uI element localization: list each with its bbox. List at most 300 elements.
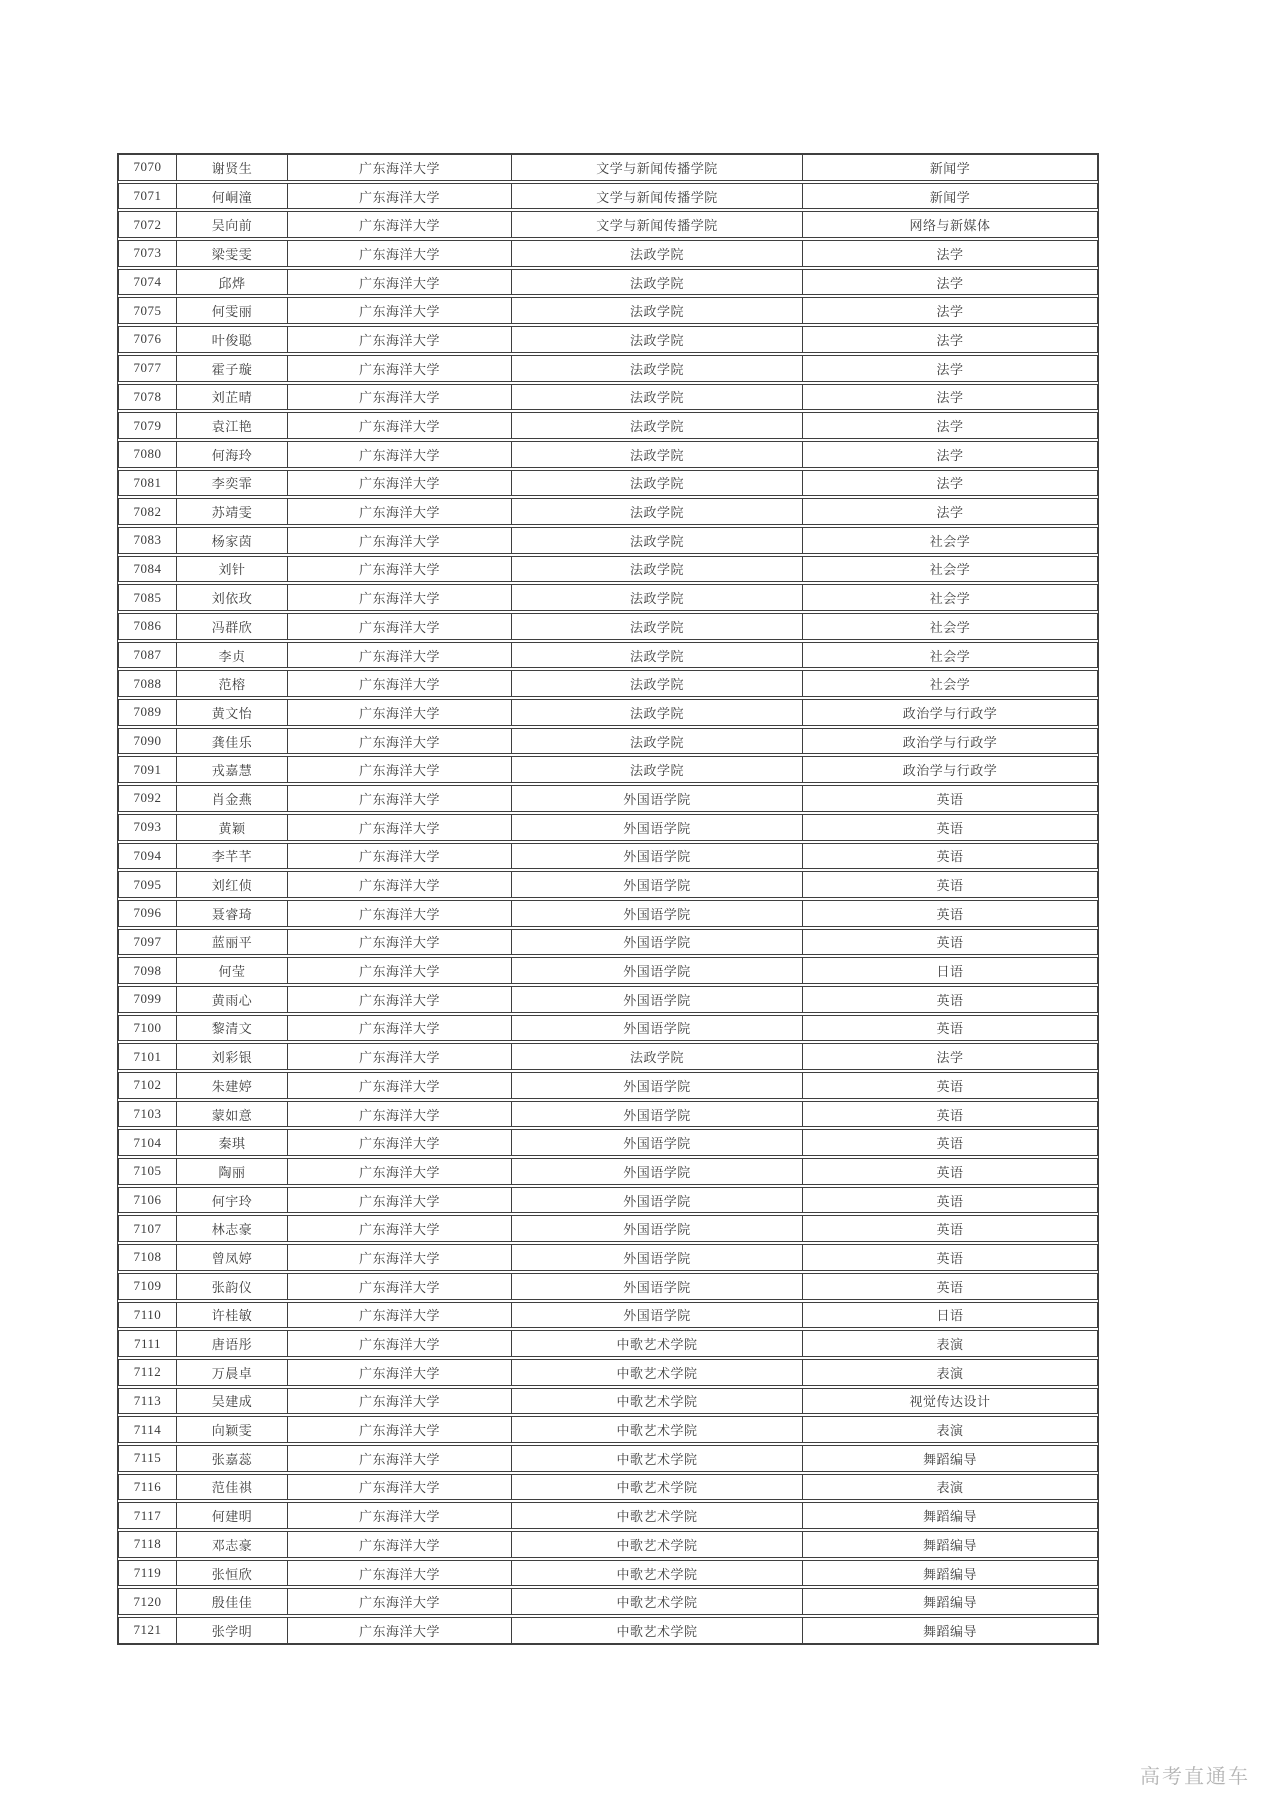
cell-college: 外国语学院 xyxy=(512,930,803,955)
cell-name: 苏靖雯 xyxy=(177,499,288,524)
table-row xyxy=(118,900,1098,927)
cell-university: 广东海洋大学 xyxy=(288,155,512,180)
cell-id: 7106 xyxy=(119,1188,177,1213)
cell-major: 法学 xyxy=(936,332,964,348)
cell-name: 李芊芊 xyxy=(177,844,288,869)
cell-major: 英语 xyxy=(936,906,964,922)
cell-id: 7108 xyxy=(119,1245,177,1270)
cell-name: 范佳祺 xyxy=(177,1475,288,1500)
table-row xyxy=(118,498,1098,525)
cell-university: 广东海洋大学 xyxy=(288,1016,512,1041)
cell-name: 张学明 xyxy=(177,1618,288,1643)
table-row xyxy=(118,871,1098,898)
table-row xyxy=(118,297,1098,324)
cell-university: 广东海洋大学 xyxy=(288,1360,512,1385)
cell-name: 范榕 xyxy=(177,671,288,696)
cell-university: 广东海洋大学 xyxy=(288,872,512,897)
cell-college: 外国语学院 xyxy=(512,958,803,983)
cell-college: 外国语学院 xyxy=(512,1130,803,1155)
cell-college: 中歌艺术学院 xyxy=(512,1532,803,1557)
cell-college: 外国语学院 xyxy=(512,844,803,869)
cell-id: 7075 xyxy=(119,298,177,323)
table-row xyxy=(118,584,1098,611)
cell-major: 法学 xyxy=(936,476,964,492)
cell-college: 外国语学院 xyxy=(512,872,803,897)
cell-university: 广东海洋大学 xyxy=(288,1618,512,1643)
cell-college: 法政学院 xyxy=(512,700,803,725)
cell-major: 英语 xyxy=(936,849,964,865)
cell-name: 黄文怡 xyxy=(177,700,288,725)
cell-id: 7120 xyxy=(119,1589,177,1614)
table-row xyxy=(118,154,1098,181)
cell-major: 新闻学 xyxy=(929,160,971,176)
table-row xyxy=(118,1617,1098,1644)
table-row xyxy=(118,556,1098,583)
cell-college: 法政学院 xyxy=(512,270,803,295)
cell-id: 7115 xyxy=(119,1446,177,1471)
cell-university: 广东海洋大学 xyxy=(288,1303,512,1328)
cell-id: 7098 xyxy=(119,958,177,983)
cell-university: 广东海洋大学 xyxy=(288,757,512,782)
cell-id: 7109 xyxy=(119,1274,177,1299)
table-row xyxy=(118,1416,1098,1443)
cell-university: 广东海洋大学 xyxy=(288,1561,512,1586)
cell-college: 法政学院 xyxy=(512,327,803,352)
cell-major: 日语 xyxy=(936,1308,964,1324)
cell-name: 殷佳佳 xyxy=(177,1589,288,1614)
cell-major: 法学 xyxy=(936,361,964,377)
cell-college: 外国语学院 xyxy=(512,1245,803,1270)
table-row xyxy=(118,613,1098,640)
cell-university: 广东海洋大学 xyxy=(288,958,512,983)
cell-major: 社会学 xyxy=(929,648,971,664)
cell-major: 英语 xyxy=(936,1078,964,1094)
cell-name: 梁雯雯 xyxy=(177,241,288,266)
cell-college: 外国语学院 xyxy=(512,1303,803,1328)
cell-college: 法政学院 xyxy=(512,643,803,668)
cell-university: 广东海洋大学 xyxy=(288,643,512,668)
cell-college: 法政学院 xyxy=(512,557,803,582)
table-row xyxy=(118,1129,1098,1156)
cell-major: 政治学与行政学 xyxy=(902,705,998,721)
table-row xyxy=(118,211,1098,238)
table-row xyxy=(118,1474,1098,1501)
cell-major: 法学 xyxy=(936,275,964,291)
cell-college: 法政学院 xyxy=(512,413,803,438)
cell-id: 7103 xyxy=(119,1102,177,1127)
table-row xyxy=(118,441,1098,468)
cell-id: 7118 xyxy=(119,1532,177,1557)
table-row xyxy=(118,326,1098,353)
cell-college: 法政学院 xyxy=(512,471,803,496)
cell-major: 政治学与行政学 xyxy=(902,734,998,750)
cell-major: 英语 xyxy=(936,791,964,807)
cell-college: 外国语学院 xyxy=(512,1159,803,1184)
cell-name: 聂睿琦 xyxy=(177,901,288,926)
cell-id: 7096 xyxy=(119,901,177,926)
cell-major: 英语 xyxy=(936,1107,964,1123)
table-row xyxy=(118,1244,1098,1271)
cell-name: 邓志豪 xyxy=(177,1532,288,1557)
cell-university: 广东海洋大学 xyxy=(288,356,512,381)
cell-id: 7085 xyxy=(119,585,177,610)
cell-id: 7095 xyxy=(119,872,177,897)
cell-university: 广东海洋大学 xyxy=(288,1274,512,1299)
table-row xyxy=(118,1302,1098,1329)
cell-major: 舞蹈编导 xyxy=(922,1595,977,1611)
cell-id: 7072 xyxy=(119,212,177,237)
cell-university: 广东海洋大学 xyxy=(288,786,512,811)
cell-id: 7110 xyxy=(119,1303,177,1328)
cell-college: 中歌艺术学院 xyxy=(512,1417,803,1442)
table-row xyxy=(118,670,1098,697)
cell-id: 7080 xyxy=(119,442,177,467)
cell-college: 法政学院 xyxy=(512,298,803,323)
cell-university: 广东海洋大学 xyxy=(288,671,512,696)
cell-id: 7112 xyxy=(119,1360,177,1385)
cell-name: 陶丽 xyxy=(177,1159,288,1184)
cell-college: 外国语学院 xyxy=(512,987,803,1012)
cell-college: 法政学院 xyxy=(512,614,803,639)
cell-name: 曾凤婷 xyxy=(177,1245,288,1270)
cell-university: 广东海洋大学 xyxy=(288,1216,512,1241)
cell-university: 广东海洋大学 xyxy=(288,1159,512,1184)
table-row xyxy=(118,1445,1098,1472)
cell-major: 法学 xyxy=(936,390,964,406)
cell-university: 广东海洋大学 xyxy=(288,1331,512,1356)
cell-id: 7071 xyxy=(119,184,177,209)
cell-major: 法学 xyxy=(936,419,964,435)
cell-name: 黎清文 xyxy=(177,1016,288,1041)
cell-id: 7074 xyxy=(119,270,177,295)
cell-name: 龚佳乐 xyxy=(177,729,288,754)
table-row xyxy=(118,1588,1098,1615)
cell-name: 何建明 xyxy=(177,1503,288,1528)
cell-college: 中歌艺术学院 xyxy=(512,1503,803,1528)
cell-university: 广东海洋大学 xyxy=(288,585,512,610)
table-row xyxy=(118,1359,1098,1386)
cell-name: 向颖雯 xyxy=(177,1417,288,1442)
table-row xyxy=(118,1388,1098,1415)
cell-id: 7100 xyxy=(119,1016,177,1041)
cell-major: 社会学 xyxy=(929,619,971,635)
cell-university: 广东海洋大学 xyxy=(288,930,512,955)
cell-id: 7101 xyxy=(119,1044,177,1069)
cell-id: 7121 xyxy=(119,1618,177,1643)
cell-major: 法学 xyxy=(936,505,964,521)
cell-university: 广东海洋大学 xyxy=(288,1044,512,1069)
cell-major: 英语 xyxy=(936,1279,964,1295)
cell-college: 文学与新闻传播学院 xyxy=(512,155,803,180)
cell-id: 7117 xyxy=(119,1503,177,1528)
cell-id: 7097 xyxy=(119,930,177,955)
cell-id: 7094 xyxy=(119,844,177,869)
cell-college: 中歌艺术学院 xyxy=(512,1360,803,1385)
cell-name: 何宇玲 xyxy=(177,1188,288,1213)
table-row xyxy=(118,1215,1098,1242)
table-row xyxy=(118,1101,1098,1128)
cell-id: 7093 xyxy=(119,815,177,840)
cell-university: 广东海洋大学 xyxy=(288,1589,512,1614)
cell-name: 林志豪 xyxy=(177,1216,288,1241)
cell-university: 广东海洋大学 xyxy=(288,1245,512,1270)
cell-name: 肖金燕 xyxy=(177,786,288,811)
cell-id: 7119 xyxy=(119,1561,177,1586)
cell-college: 法政学院 xyxy=(512,356,803,381)
table-row xyxy=(118,1330,1098,1357)
cell-college: 法政学院 xyxy=(512,729,803,754)
table-row xyxy=(118,470,1098,497)
cell-major: 网络与新媒体 xyxy=(909,218,991,234)
cell-major: 表演 xyxy=(936,1337,964,1353)
cell-university: 广东海洋大学 xyxy=(288,614,512,639)
cell-name: 霍子璇 xyxy=(177,356,288,381)
cell-name: 朱建婷 xyxy=(177,1073,288,1098)
table-row xyxy=(118,843,1098,870)
cell-name: 许桂敏 xyxy=(177,1303,288,1328)
cell-college: 外国语学院 xyxy=(512,1274,803,1299)
cell-major: 英语 xyxy=(936,1021,964,1037)
cell-id: 7089 xyxy=(119,700,177,725)
table-row xyxy=(118,1273,1098,1300)
cell-university: 广东海洋大学 xyxy=(288,1130,512,1155)
cell-id: 7105 xyxy=(119,1159,177,1184)
cell-id: 7111 xyxy=(119,1331,177,1356)
cell-name: 张恒欣 xyxy=(177,1561,288,1586)
cell-university: 广东海洋大学 xyxy=(288,815,512,840)
student-admission-table xyxy=(117,153,1099,1645)
cell-major: 英语 xyxy=(936,992,964,1008)
cell-name: 刘依玫 xyxy=(177,585,288,610)
cell-college: 中歌艺术学院 xyxy=(512,1331,803,1356)
cell-major: 新闻学 xyxy=(929,189,971,205)
table-row xyxy=(118,642,1098,669)
cell-name: 蓝丽平 xyxy=(177,930,288,955)
cell-name: 何雯丽 xyxy=(177,298,288,323)
table-row xyxy=(118,929,1098,956)
cell-id: 7083 xyxy=(119,528,177,553)
cell-name: 吴向前 xyxy=(177,212,288,237)
cell-name: 何海玲 xyxy=(177,442,288,467)
cell-id: 7087 xyxy=(119,643,177,668)
cell-name: 刘红侦 xyxy=(177,872,288,897)
cell-college: 外国语学院 xyxy=(512,1102,803,1127)
cell-id: 7084 xyxy=(119,557,177,582)
cell-name: 蒙如意 xyxy=(177,1102,288,1127)
cell-university: 广东海洋大学 xyxy=(288,1503,512,1528)
cell-college: 法政学院 xyxy=(512,757,803,782)
cell-college: 文学与新闻传播学院 xyxy=(512,212,803,237)
cell-major: 英语 xyxy=(936,1193,964,1209)
cell-college: 法政学院 xyxy=(512,241,803,266)
table-row xyxy=(118,699,1098,726)
cell-name: 万晨卓 xyxy=(177,1360,288,1385)
cell-college: 中歌艺术学院 xyxy=(512,1589,803,1614)
cell-university: 广东海洋大学 xyxy=(288,442,512,467)
table-row xyxy=(118,412,1098,439)
cell-major: 英语 xyxy=(936,935,964,951)
cell-name: 黄颖 xyxy=(177,815,288,840)
table-row xyxy=(118,527,1098,554)
cell-college: 外国语学院 xyxy=(512,786,803,811)
cell-name: 黄雨心 xyxy=(177,987,288,1012)
cell-name: 袁江艳 xyxy=(177,413,288,438)
cell-major: 表演 xyxy=(936,1423,964,1439)
cell-id: 7090 xyxy=(119,729,177,754)
cell-university: 广东海洋大学 xyxy=(288,844,512,869)
cell-university: 广东海洋大学 xyxy=(288,184,512,209)
table-row xyxy=(118,1187,1098,1214)
cell-name: 唐语彤 xyxy=(177,1331,288,1356)
cell-university: 广东海洋大学 xyxy=(288,901,512,926)
cell-college: 法政学院 xyxy=(512,499,803,524)
cell-id: 7107 xyxy=(119,1216,177,1241)
cell-university: 广东海洋大学 xyxy=(288,987,512,1012)
cell-college: 外国语学院 xyxy=(512,901,803,926)
cell-university: 广东海洋大学 xyxy=(288,729,512,754)
cell-college: 外国语学院 xyxy=(512,1188,803,1213)
cell-major: 英语 xyxy=(936,820,964,836)
cell-name: 刘芷晴 xyxy=(177,385,288,410)
table-row xyxy=(118,240,1098,267)
cell-college: 文学与新闻传播学院 xyxy=(512,184,803,209)
cell-major: 舞蹈编导 xyxy=(922,1623,977,1639)
cell-major: 社会学 xyxy=(929,591,971,607)
table-row xyxy=(118,986,1098,1013)
table-row xyxy=(118,957,1098,984)
cell-major: 社会学 xyxy=(929,562,971,578)
cell-name: 杨家茵 xyxy=(177,528,288,553)
cell-name: 何莹 xyxy=(177,958,288,983)
table-row xyxy=(118,1560,1098,1587)
cell-university: 广东海洋大学 xyxy=(288,1102,512,1127)
cell-id: 7082 xyxy=(119,499,177,524)
cell-university: 广东海洋大学 xyxy=(288,212,512,237)
cell-id: 7092 xyxy=(119,786,177,811)
cell-name: 张韵仪 xyxy=(177,1274,288,1299)
cell-college: 外国语学院 xyxy=(512,1216,803,1241)
cell-university: 广东海洋大学 xyxy=(288,241,512,266)
cell-university: 广东海洋大学 xyxy=(288,1417,512,1442)
cell-college: 中歌艺术学院 xyxy=(512,1618,803,1643)
cell-name: 李贞 xyxy=(177,643,288,668)
cell-university: 广东海洋大学 xyxy=(288,385,512,410)
cell-id: 7081 xyxy=(119,471,177,496)
cell-major: 英语 xyxy=(936,1164,964,1180)
cell-university: 广东海洋大学 xyxy=(288,1475,512,1500)
cell-major: 视觉传达设计 xyxy=(909,1394,991,1410)
table-row xyxy=(118,1072,1098,1099)
cell-major: 英语 xyxy=(936,1250,964,1266)
cell-major: 舞蹈编导 xyxy=(922,1537,977,1553)
cell-name: 李奕霏 xyxy=(177,471,288,496)
cell-college: 中歌艺术学院 xyxy=(512,1475,803,1500)
cell-id: 7076 xyxy=(119,327,177,352)
cell-university: 广东海洋大学 xyxy=(288,528,512,553)
cell-university: 广东海洋大学 xyxy=(288,557,512,582)
table-row xyxy=(118,1043,1098,1070)
watermark: 高考直通车 xyxy=(1140,1766,1250,1788)
cell-major: 政治学与行政学 xyxy=(902,763,998,779)
table-row xyxy=(118,1502,1098,1529)
cell-college: 法政学院 xyxy=(512,671,803,696)
cell-name: 谢贤生 xyxy=(177,155,288,180)
cell-major: 日语 xyxy=(936,964,964,980)
cell-name: 刘彩银 xyxy=(177,1044,288,1069)
cell-name: 叶俊聪 xyxy=(177,327,288,352)
cell-major: 舞蹈编导 xyxy=(922,1509,977,1525)
cell-university: 广东海洋大学 xyxy=(288,471,512,496)
cell-id: 7086 xyxy=(119,614,177,639)
cell-id: 7113 xyxy=(119,1389,177,1414)
cell-university: 广东海洋大学 xyxy=(288,327,512,352)
cell-college: 法政学院 xyxy=(512,1044,803,1069)
cell-college: 外国语学院 xyxy=(512,1073,803,1098)
cell-university: 广东海洋大学 xyxy=(288,1446,512,1471)
table-row xyxy=(118,355,1098,382)
cell-id: 7077 xyxy=(119,356,177,381)
cell-id: 7079 xyxy=(119,413,177,438)
cell-major: 表演 xyxy=(936,1365,964,1381)
cell-major: 英语 xyxy=(936,878,964,894)
cell-college: 中歌艺术学院 xyxy=(512,1389,803,1414)
table-row xyxy=(118,1015,1098,1042)
cell-university: 广东海洋大学 xyxy=(288,1389,512,1414)
cell-university: 广东海洋大学 xyxy=(288,1532,512,1557)
cell-name: 秦琪 xyxy=(177,1130,288,1155)
cell-id: 7070 xyxy=(119,155,177,180)
cell-name: 张嘉蕊 xyxy=(177,1446,288,1471)
table-row xyxy=(118,1531,1098,1558)
cell-college: 外国语学院 xyxy=(512,815,803,840)
cell-id: 7102 xyxy=(119,1073,177,1098)
cell-college: 法政学院 xyxy=(512,528,803,553)
cell-name: 何峒潼 xyxy=(177,184,288,209)
cell-id: 7116 xyxy=(119,1475,177,1500)
cell-college: 法政学院 xyxy=(512,385,803,410)
table-row xyxy=(118,814,1098,841)
cell-university: 广东海洋大学 xyxy=(288,298,512,323)
cell-college: 外国语学院 xyxy=(512,1016,803,1041)
cell-college: 中歌艺术学院 xyxy=(512,1446,803,1471)
cell-id: 7091 xyxy=(119,757,177,782)
cell-major: 社会学 xyxy=(929,533,971,549)
cell-id: 7114 xyxy=(119,1417,177,1442)
cell-major: 法学 xyxy=(936,246,964,262)
table-row xyxy=(118,728,1098,755)
cell-university: 广东海洋大学 xyxy=(288,270,512,295)
table-row xyxy=(118,1158,1098,1185)
cell-university: 广东海洋大学 xyxy=(288,499,512,524)
cell-university: 广东海洋大学 xyxy=(288,1188,512,1213)
cell-major: 法学 xyxy=(936,304,964,320)
cell-university: 广东海洋大学 xyxy=(288,1073,512,1098)
table-row xyxy=(118,183,1098,210)
cell-name: 戎嘉慧 xyxy=(177,757,288,782)
cell-name: 冯群欣 xyxy=(177,614,288,639)
cell-college: 中歌艺术学院 xyxy=(512,1561,803,1586)
table-row xyxy=(118,269,1098,296)
cell-college: 法政学院 xyxy=(512,585,803,610)
cell-major: 英语 xyxy=(936,1136,964,1152)
cell-major: 社会学 xyxy=(929,677,971,693)
cell-university: 广东海洋大学 xyxy=(288,700,512,725)
table-row xyxy=(118,384,1098,411)
cell-name: 刘针 xyxy=(177,557,288,582)
table-row xyxy=(118,785,1098,812)
cell-major: 法学 xyxy=(936,1050,964,1066)
cell-id: 7099 xyxy=(119,987,177,1012)
